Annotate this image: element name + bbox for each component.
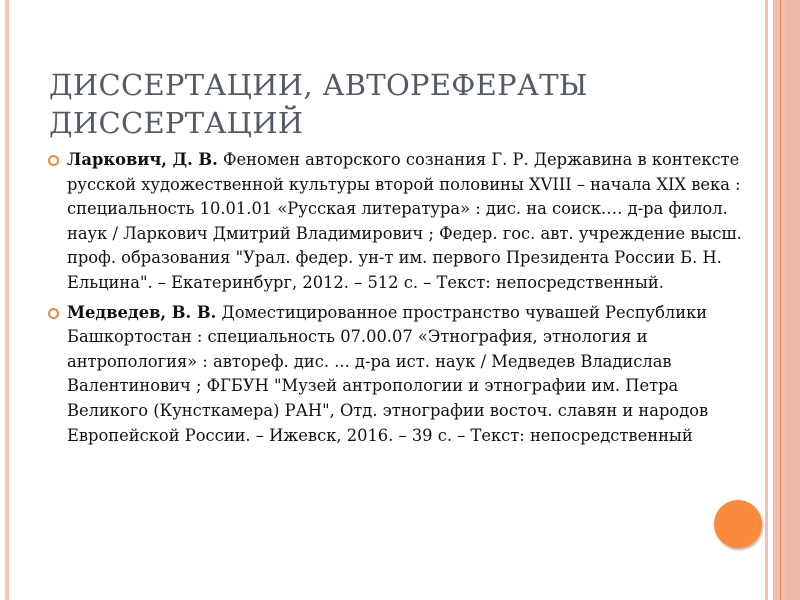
entry-text: Феномен авторского сознания Г. Р. Державина в контексте русской художественной культуры второй половины XVIII – начала XIX века : специальность 10.01.01 «Русская литература» : дис. на соиск.… д-ра филол. наук / Ларкович Дмитрий Владимирович ; Федер. гос. авт. учреждение высш. проф. образования "Урал. федер. ун-т им. первого Президента России Б. Н. Ельцина". – Екатеринбург, 2012. – 512 с. – Текст: непосредственный. [67,150,742,292]
entry-author: Медведев, В. В. [67,302,217,322]
right-decorative-bar-shade [787,0,800,600]
decorative-orange-circle-icon [714,500,762,548]
bibliography-entry [48,301,748,449]
entry-text: Доместицированное пространство чувашей Республики Башкортостан : специальность 07.00.07 «Этнография, этнология и антропология» : автореф. дис. ... д-ра ист. наук / Медведев Владислав Валентинович ; ФГБУН "Музей антропологии и этнографии им. Петра Великого (Кунсткамера) РАН", Отд. этнографии восточ. славян и народов Европейской России. – Ижевск, 2016. – 39 с. – Текст: непосредственный [67,302,709,445]
entry-author: Ларкович, Д. В. [67,150,218,169]
left-decorative-bar [5,0,9,600]
ring-bullet-icon [48,308,59,319]
ring-bullet-icon [48,155,59,166]
bibliography-list [48,148,748,453]
right-decorative-thin-bar [765,0,768,600]
right-decorative-line [780,0,781,600]
slide-title: ДИССЕРТАЦИИ, АВТОРЕФЕРАТЫ ДИССЕРТАЦИЙ [49,68,588,140]
bibliography-entry [48,148,748,296]
